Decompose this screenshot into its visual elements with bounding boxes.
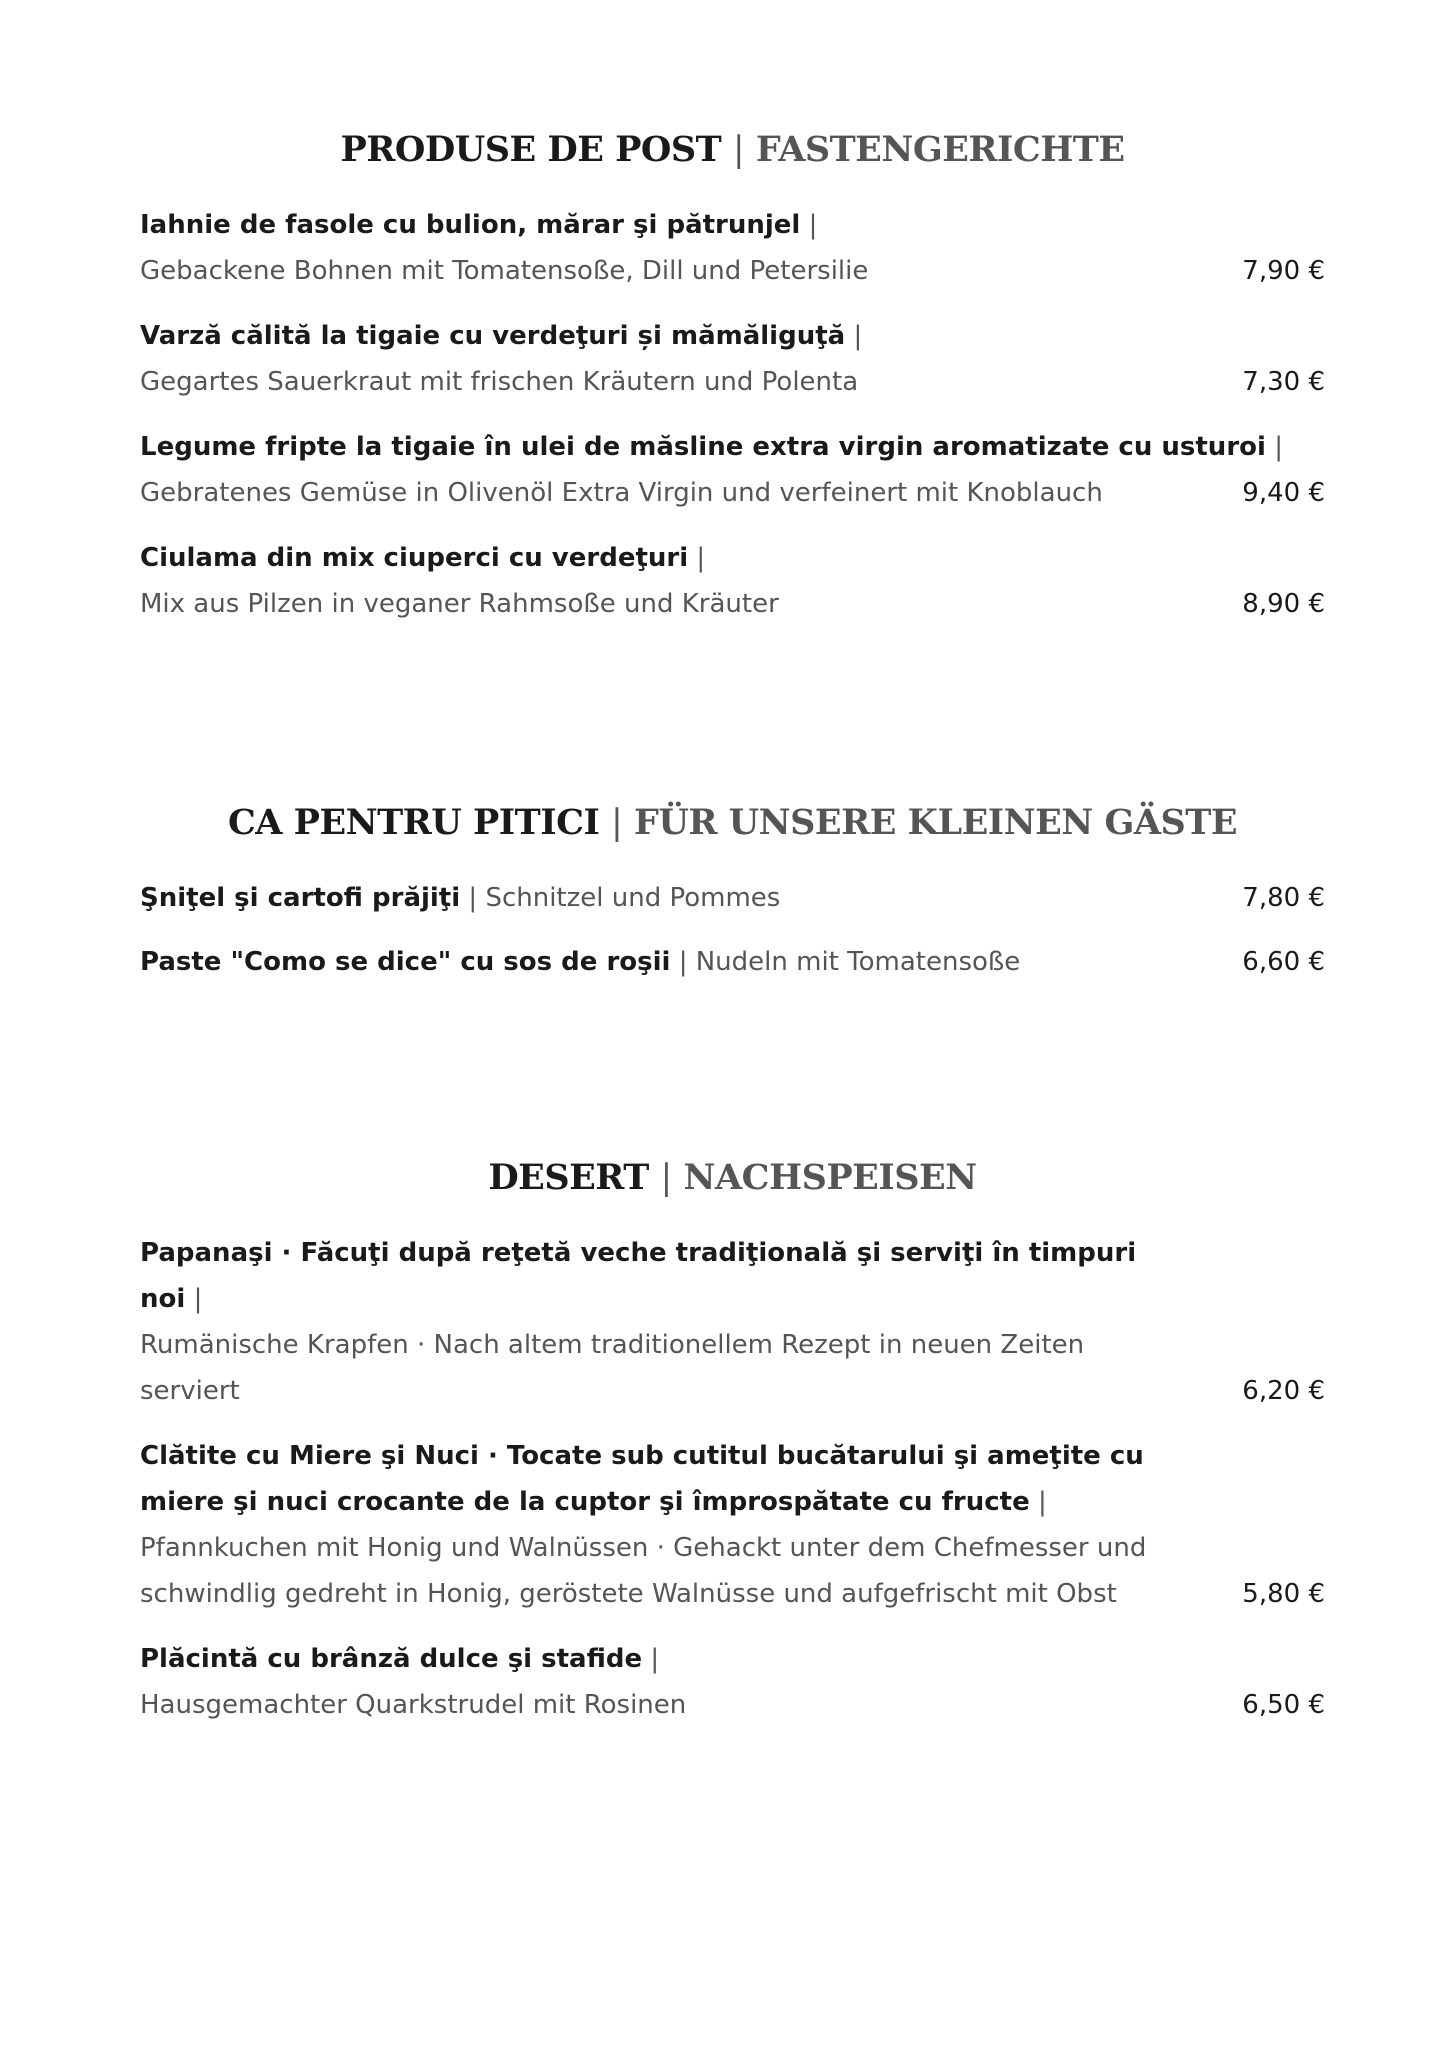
menu-item <box>140 875 1325 921</box>
section-title-separator: | <box>732 130 745 170</box>
item-name-ro: Clătite cu Miere şi Nuci · Tocate sub cutitul bucătarului şi ameţite cu miere şi nuci crocante de la cuptor şi împrospătate cu fructe <box>140 1441 1144 1517</box>
item-name-ro: Varză călită la tigaie cu verdeţuri și mămăliguţă <box>140 321 846 351</box>
section-title-ro: CA PENTRU PITICI <box>227 802 600 843</box>
menu-item <box>140 939 1325 985</box>
section-title-separator: | <box>611 803 623 843</box>
item-name-ro: Paste "Como se dice" cu sos de roşii <box>140 947 671 977</box>
item-name-ro: Ciulama din mix ciuperci cu verdeţuri <box>140 543 689 573</box>
item-price: 8,90 € <box>1242 589 1325 619</box>
menu-item <box>140 424 1325 516</box>
menu-item <box>140 535 1325 627</box>
menu-item-list <box>140 202 1325 627</box>
section-kids-menu <box>140 801 1325 1004</box>
item-price: 6,60 € <box>1242 947 1325 977</box>
menu-item <box>140 202 1325 294</box>
item-name-ro: Iahnie de fasole cu bulion, mărar şi pătrunjel <box>140 210 801 240</box>
section-desserts <box>140 1156 1325 1747</box>
item-separator: | <box>1037 1487 1047 1517</box>
item-separator: | <box>808 210 818 240</box>
section-title <box>140 801 1325 845</box>
section-title-ro: DESERT <box>488 1157 649 1198</box>
section-title-de: NACHSPEISEN <box>683 1157 977 1198</box>
item-price: 6,20 € <box>1242 1376 1325 1406</box>
section-title-de: FASTENGERICHTE <box>755 129 1125 170</box>
item-name-ro: Legume fripte la tigaie în ulei de măsline extra virgin aromatizate cu usturoi <box>140 432 1266 462</box>
section-title-separator: | <box>660 1158 672 1198</box>
item-name-de: Hausgemachter Quarkstrudel mit Rosinen <box>140 1690 687 1720</box>
item-separator: | <box>853 321 863 351</box>
menu-item <box>140 1433 1325 1617</box>
item-price: 7,80 € <box>1242 883 1325 913</box>
menu-item <box>140 1230 1325 1414</box>
menu-item-list <box>140 875 1325 985</box>
item-separator: | <box>678 947 688 977</box>
item-name-de: Rumänische Krapfen · Nach altem traditionellem Rezept in neuen Zeiten serviert <box>140 1330 1085 1406</box>
section-title <box>140 1156 1325 1200</box>
item-name-de: Pfannkuchen mit Honig und Walnüssen · Gehackt unter dem Chefmesser und schwindlig gedreht in Honig, geröstete Walnüsse und aufgefrischt mit Obst <box>140 1533 1147 1609</box>
item-name-ro: Plăcintă cu brânză dulce şi stafide <box>140 1644 643 1674</box>
item-name-de: Nudeln mit Tomatensoße <box>695 947 1021 977</box>
item-price: 7,90 € <box>1242 256 1325 286</box>
item-separator: | <box>650 1644 660 1674</box>
menu-item-list <box>140 1230 1325 1728</box>
item-name-de: Schnitzel und Pommes <box>485 883 781 913</box>
item-price: 9,40 € <box>1242 478 1325 508</box>
section-title <box>140 128 1325 172</box>
item-price: 6,50 € <box>1242 1690 1325 1720</box>
item-separator: | <box>1274 432 1283 462</box>
item-name-de: Mix aus Pilzen in veganer Rahmsoße und Kräuter <box>140 589 779 619</box>
section-fasting-dishes <box>140 128 1325 646</box>
item-price: 7,30 € <box>1242 367 1325 397</box>
item-name-de: Gebackene Bohnen mit Tomatensoße, Dill und Petersilie <box>140 256 869 286</box>
item-separator: | <box>468 883 478 913</box>
item-separator: | <box>193 1284 203 1314</box>
section-title-de: FÜR UNSERE KLEINEN GÄSTE <box>634 802 1238 843</box>
section-title-ro: PRODUSE DE POST <box>340 129 722 170</box>
item-separator: | <box>696 543 706 573</box>
menu-item <box>140 1636 1325 1728</box>
item-price: 5,80 € <box>1242 1579 1325 1609</box>
menu-item <box>140 313 1325 405</box>
item-name-de: Gegartes Sauerkraut mit frischen Kräutern und Polenta <box>140 367 859 397</box>
item-name-de: Gebratenes Gemüse in Olivenöl Extra Virgin und verfeinert mit Knoblauch <box>140 478 1103 508</box>
item-name-ro: Papanaşi · Făcuţi după reţetă veche tradiţională şi serviţi în timpuri noi <box>140 1238 1137 1314</box>
item-name-ro: Şniţel şi cartofi prăjiţi <box>140 883 461 913</box>
